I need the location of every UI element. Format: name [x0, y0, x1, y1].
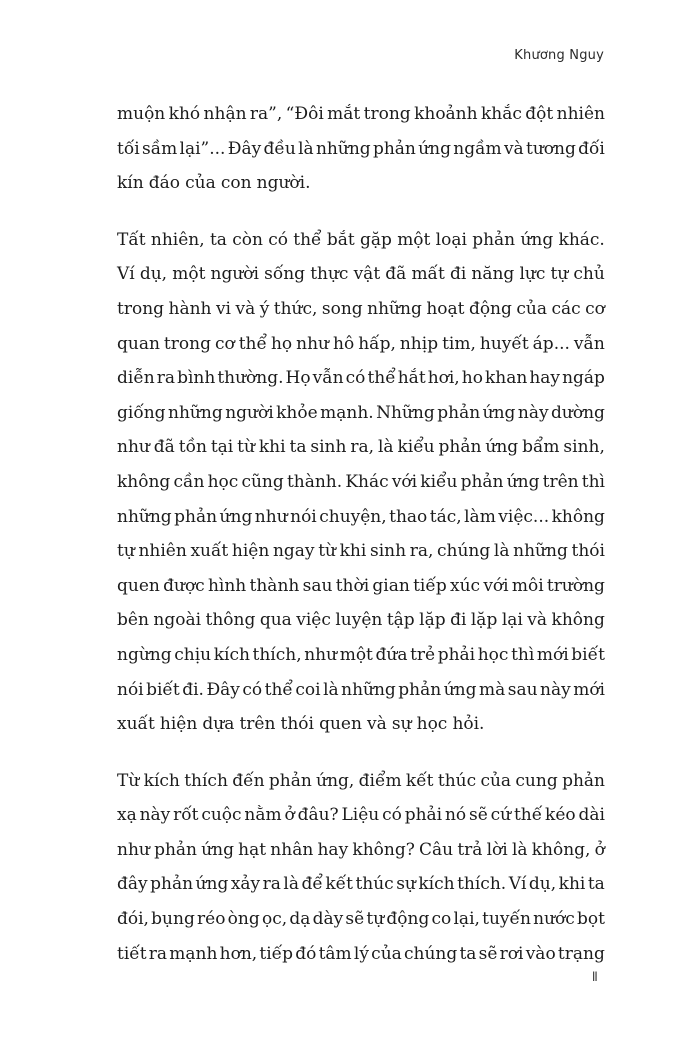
- text-line: như phản ứng hạt nhân hay không? Câu trả lời là không, ở: [117, 839, 605, 860]
- text-line: tiết ra mạnh hơn, tiếp đó tâm lý của chúng ta sẽ rơi vào trạng: [117, 943, 605, 964]
- text-line: quen được hình thành sau thời gian tiếp xúc với môi trường: [117, 575, 605, 596]
- text-line: như đã tồn tại từ khi ta sinh ra, là kiểu phản ứng bẩm sinh,: [117, 437, 605, 458]
- page-number: ll: [592, 970, 597, 984]
- text-line: Tất nhiên, ta còn có thể bắt gặp một loại phản ứng khác.: [117, 229, 605, 250]
- text-line: đây phản ứng xảy ra là để kết thúc sự kích thích. Ví dụ, khi ta: [117, 874, 605, 895]
- text-line: bên ngoài thông qua việc luyện tập lặp đi lặp lại và không: [117, 610, 605, 631]
- text-line: Từ kích thích đến phản ứng, điểm kết thúc của cung phản: [117, 770, 605, 791]
- text-line: nói biết đi. Đây có thể coi là những phản ứng mà sau này mới: [117, 679, 605, 700]
- text-line: xạ này rốt cuộc nằm ở đâu? Liệu có phải nó sẽ cứ thế kéo dài: [117, 805, 605, 826]
- text-line: tự nhiên xuất hiện ngay từ khi sinh ra, chúng là những thói: [117, 541, 605, 562]
- text-line: diễn ra bình thường. Họ vẫn có thể hắt hơi, ho khan hay ngáp: [117, 368, 605, 389]
- paragraph: [117, 764, 605, 972]
- text-line: trong hành vi và ý thức, song những hoạt động của các cơ: [117, 298, 605, 319]
- paragraph: [117, 223, 605, 742]
- running-header: Khương Nguy: [514, 48, 604, 63]
- text-line: không cần học cũng thành. Khác với kiểu phản ứng trên thì: [117, 471, 605, 492]
- text-line: Ví dụ, một người sống thực vật đã mất đi năng lực tự chủ: [117, 264, 605, 285]
- paragraph: [117, 97, 605, 201]
- text-line: giống những người khỏe mạnh. Những phản ứng này dường: [117, 402, 605, 423]
- text-line: đói, bụng réo òng ọc, dạ dày sẽ tự động co lại, tuyến nước bọt: [117, 909, 605, 930]
- text-line: kín đáo của con người.: [117, 173, 311, 194]
- text-line: ngừng chịu kích thích, như một đứa trẻ phải học thì mới biết: [117, 644, 605, 665]
- text-line: tối sầm lại”... Đây đều là những phản ứng ngầm và tương đối: [117, 138, 605, 159]
- text-line: những phản ứng như nói chuyện, thao tác, làm việc... không: [117, 506, 605, 527]
- text-line: xuất hiện dựa trên thói quen và sự học hỏi.: [117, 714, 485, 735]
- text-line: muộn khó nhận ra”, “Đôi mắt trong khoảnh khắc đột nhiên: [117, 104, 605, 124]
- text-line: quan trong cơ thể họ như hô hấp, nhịp tim, huyết áp... vẫn: [117, 333, 605, 354]
- body-text: [117, 97, 605, 993]
